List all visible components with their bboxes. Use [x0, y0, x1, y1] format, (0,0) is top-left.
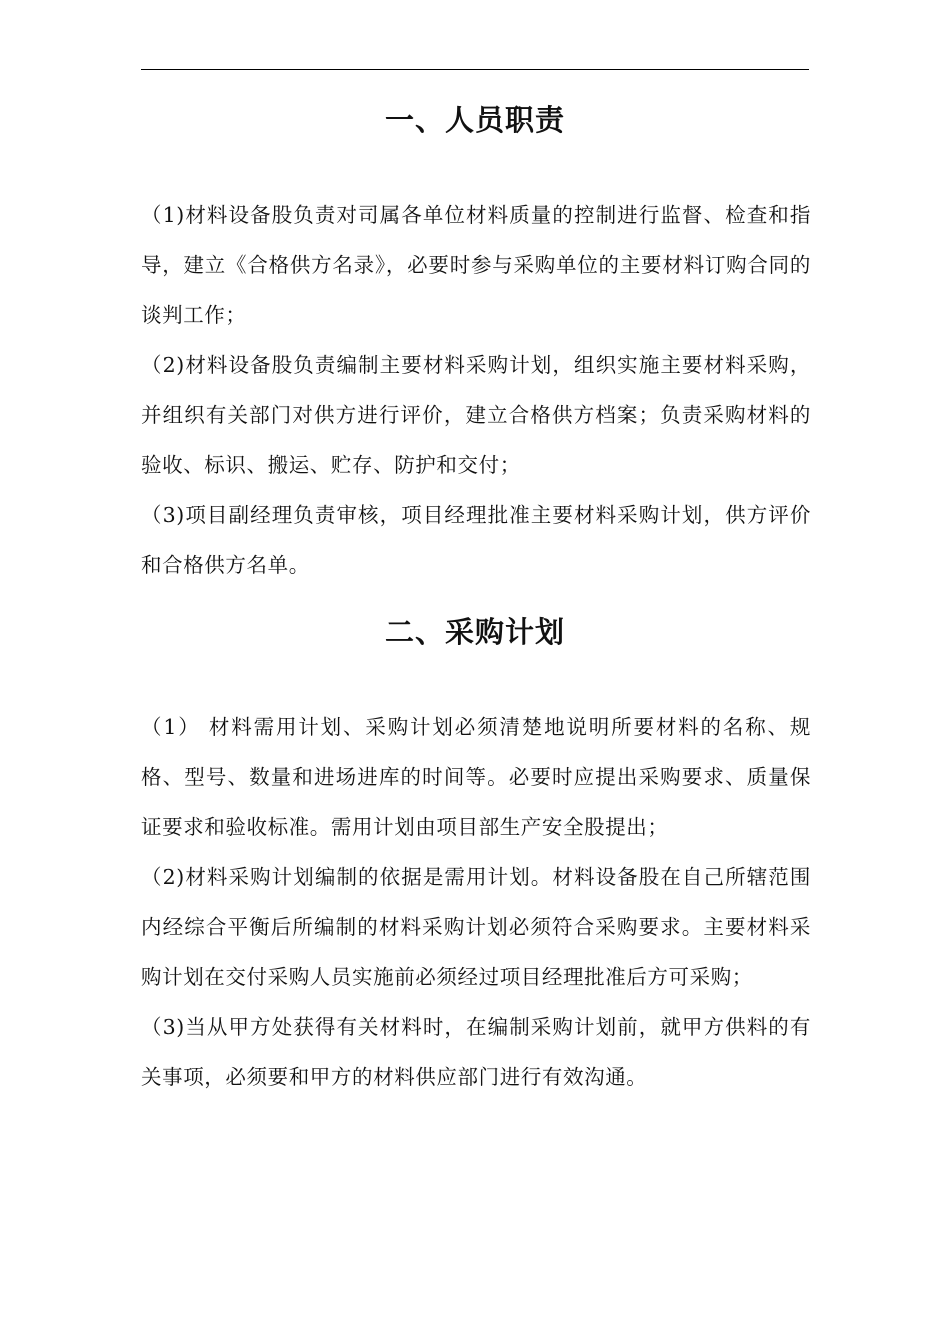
section-body-personnel-duties — [141, 190, 811, 590]
section-body-procurement-plan — [141, 702, 811, 1102]
paragraph: （2)材料设备股负责编制主要材料采购计划，组织实施主要材料采购，并组织有关部门对供方进行评价，建立合格供方档案；负责采购材料的验收、标识、搬运、贮存、防护和交付； — [141, 353, 811, 477]
section-title-procurement-plan: 二、采购计划 — [384, 615, 565, 649]
paragraph: （2)材料采购计划编制的依据是需用计划。材料设备股在自己所辖范围内经综合平衡后所编制的材料采购计划必须符合采购要求。主要材料采购计划在交付采购人员实施前必须经过项目经理批准后方可采购； — [141, 865, 811, 989]
paragraph: （3)项目副经理负责审核，项目经理批准主要材料采购计划，供方评价和合格供方名单。 — [141, 503, 811, 577]
paragraph: （1） 材料需用计划、采购计划必须清楚地说明所要材料的名称、规格、型号、数量和进场进库的时间等。必要时应提出采购要求、质量保证要求和验收标准。需用计划由项目部生产安全股提出； — [141, 715, 811, 839]
paragraph: （3)当从甲方处获得有关材料时，在编制采购计划前，就甲方供料的有关事项，必须要和甲方的材料供应部门进行有效沟通。 — [141, 1015, 811, 1089]
section-title-personnel-duties: 一、人员职责 — [384, 103, 565, 137]
paragraph: （1)材料设备股负责对司属各单位材料质量的控制进行监督、检查和指导，建立《合格供方名录》，必要时参与采购单位的主要材料订购合同的谈判工作； — [141, 203, 811, 327]
header-rule — [141, 69, 809, 70]
